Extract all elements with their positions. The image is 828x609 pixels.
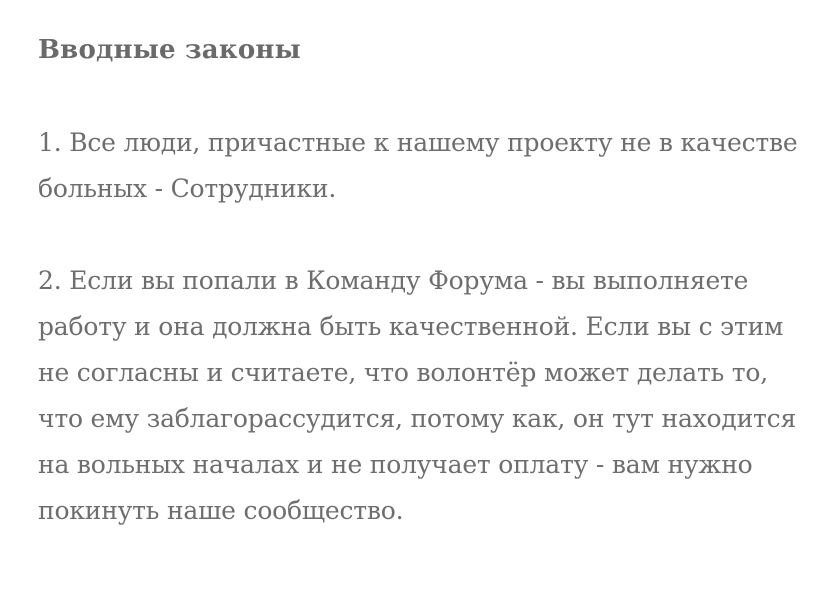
rule-paragraph-1: 1. Все люди, причастные к нашему проекту не в качестве больных - Сотрудники.: [38, 128, 798, 203]
document-body: [38, 28, 808, 534]
section-heading: Вводные законы: [38, 35, 301, 65]
rule-paragraph-2: 2. Если вы попали в Команду Форума - вы выполняете работу и она должна быть качественной. Если вы с этим не согласны и считаете, что волонтёр может делать то, что ему заблагорассудится, потому как, он тут находится на вольных началах и не получает оплату - вам нужно покинуть наше сообщество.: [38, 266, 797, 525]
